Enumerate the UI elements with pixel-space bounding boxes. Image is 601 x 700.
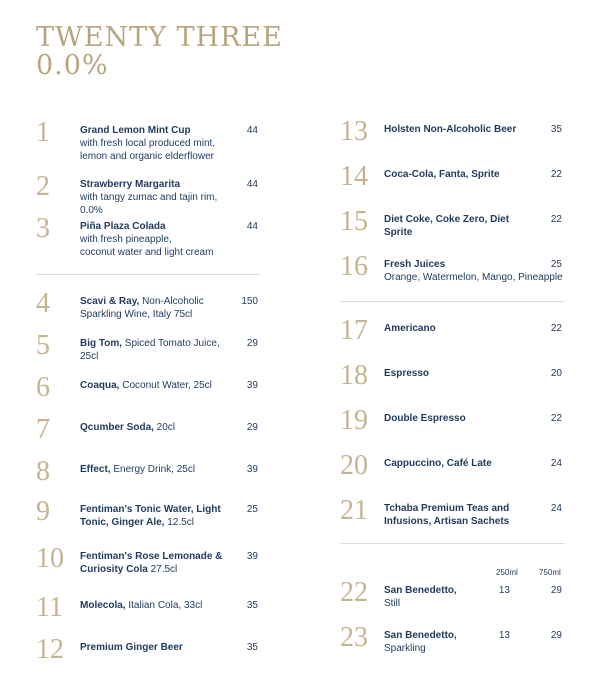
item-price-750ml: 29 <box>550 585 562 596</box>
divider <box>36 274 260 275</box>
item-name: Tchaba Premium Teas and Infusions, Artisan Sachets <box>384 503 510 527</box>
item-name: Piña Plaza Colada <box>80 221 166 232</box>
item-name: Fentiman's Tonic Water, Light Tonic, Ginger Ale, <box>80 504 221 528</box>
item-number: 8 <box>36 456 50 487</box>
item-price: 35 <box>246 600 258 611</box>
item-detail: 20cl <box>153 422 176 433</box>
item-number: 6 <box>36 372 50 403</box>
item-price: 150 <box>241 296 258 307</box>
item-description: with fresh pineapple, coconut water and light cream <box>80 234 214 258</box>
divider <box>340 543 565 544</box>
item-name: Strawberry Margarita <box>80 179 181 190</box>
item-number: 22 <box>340 577 368 608</box>
item-name: Coaqua, <box>80 380 120 391</box>
item-name: Big Tom, <box>80 338 123 349</box>
item-detail: Coconut Water, 25cl <box>119 380 212 391</box>
item-price: 44 <box>246 179 258 190</box>
item-price: 24 <box>550 458 562 469</box>
item-price: 25 <box>550 259 562 270</box>
item-name: San Benedetto, <box>384 585 457 596</box>
item-price-250ml: 13 <box>498 630 510 641</box>
divider <box>340 301 565 302</box>
item-price: 24 <box>550 503 562 514</box>
item-name: San Benedetto, <box>384 630 457 641</box>
menu-title: TWENTY THREE <box>36 22 283 53</box>
item-description: Still <box>384 598 401 609</box>
item-description: Sparkling <box>384 643 426 654</box>
item-number: 12 <box>36 634 64 665</box>
item-name: Coca-Cola, Fanta, Sprite <box>384 169 500 180</box>
item-name: Cappuccino, Café Late <box>384 458 492 469</box>
item-detail: Non-Alcoholic Sparkling Wine, Italy 75cl <box>80 296 204 320</box>
menu-subtitle: 0.0% <box>36 50 109 81</box>
item-detail: 27.5cl <box>147 564 178 575</box>
item-number: 4 <box>36 288 50 319</box>
item-price: 22 <box>550 214 562 225</box>
item-price: 44 <box>246 221 258 232</box>
item-name: Americano <box>384 323 436 334</box>
item-price: 22 <box>550 323 562 334</box>
item-number: 5 <box>36 330 50 361</box>
item-name: Grand Lemon Mint Cup <box>80 125 191 136</box>
item-name: Diet Coke, Coke Zero, Diet Sprite <box>384 214 510 238</box>
item-name: Qcumber Soda, <box>80 422 154 433</box>
item-detail: 12.5cl <box>164 517 194 528</box>
item-price: 39 <box>246 380 258 391</box>
item-detail: Italian Cola, 33cl <box>125 600 203 611</box>
item-price-750ml: 29 <box>550 630 562 641</box>
item-name: Premium Ginger Beer <box>80 642 183 653</box>
item-number: 20 <box>340 450 368 481</box>
item-name: Fentiman's Rose Lemonade & Curiosity Cola <box>80 551 223 575</box>
item-number: 10 <box>36 543 64 574</box>
item-number: 21 <box>340 495 368 526</box>
item-number: 11 <box>36 592 63 623</box>
item-number: 9 <box>36 496 50 527</box>
item-price: 35 <box>550 124 562 135</box>
item-name: Molecola, <box>80 600 126 611</box>
item-number: 13 <box>340 116 368 147</box>
item-description: with tangy zumac and tajin rim, 0.0% <box>80 192 218 216</box>
item-number: 17 <box>340 315 368 346</box>
item-name: Scavi & Ray, <box>80 296 140 307</box>
item-number: 7 <box>36 414 50 445</box>
item-price: 39 <box>246 551 258 562</box>
item-number: 15 <box>340 206 368 237</box>
item-number: 18 <box>340 360 368 391</box>
item-price: 29 <box>246 422 258 433</box>
item-name: Fresh Juices <box>384 259 446 270</box>
item-number: 3 <box>36 213 50 244</box>
item-name: Double Espresso <box>384 413 466 424</box>
item-number: 1 <box>36 117 50 148</box>
item-price: 35 <box>246 642 258 653</box>
size-header-250ml: 250ml <box>496 568 518 577</box>
item-description: with fresh local produced mint, lemon and organic elderflower <box>80 138 216 162</box>
item-price: 20 <box>550 368 562 379</box>
item-price: 22 <box>550 169 562 180</box>
item-detail: Spiced Tomato Juice, 25cl <box>80 338 220 362</box>
item-price-250ml: 13 <box>498 585 510 596</box>
item-name: Holsten Non-Alcoholic Beer <box>384 124 517 135</box>
item-detail: Energy Drink, 25cl <box>110 464 196 475</box>
item-price: 22 <box>550 413 562 424</box>
item-price: 44 <box>246 125 258 136</box>
item-price: 39 <box>246 464 258 475</box>
item-number: 19 <box>340 405 368 436</box>
item-name: Effect, <box>80 464 111 475</box>
item-price: 25 <box>246 504 258 515</box>
item-price: 29 <box>246 338 258 349</box>
item-name: Espresso <box>384 368 430 379</box>
item-number: 23 <box>340 622 368 653</box>
item-number: 14 <box>340 161 368 192</box>
item-number: 2 <box>36 171 50 202</box>
item-number: 16 <box>340 251 368 282</box>
item-description: Orange, Watermelon, Mango, Pineapple <box>384 272 563 283</box>
size-header-750ml: 750ml <box>539 568 561 577</box>
